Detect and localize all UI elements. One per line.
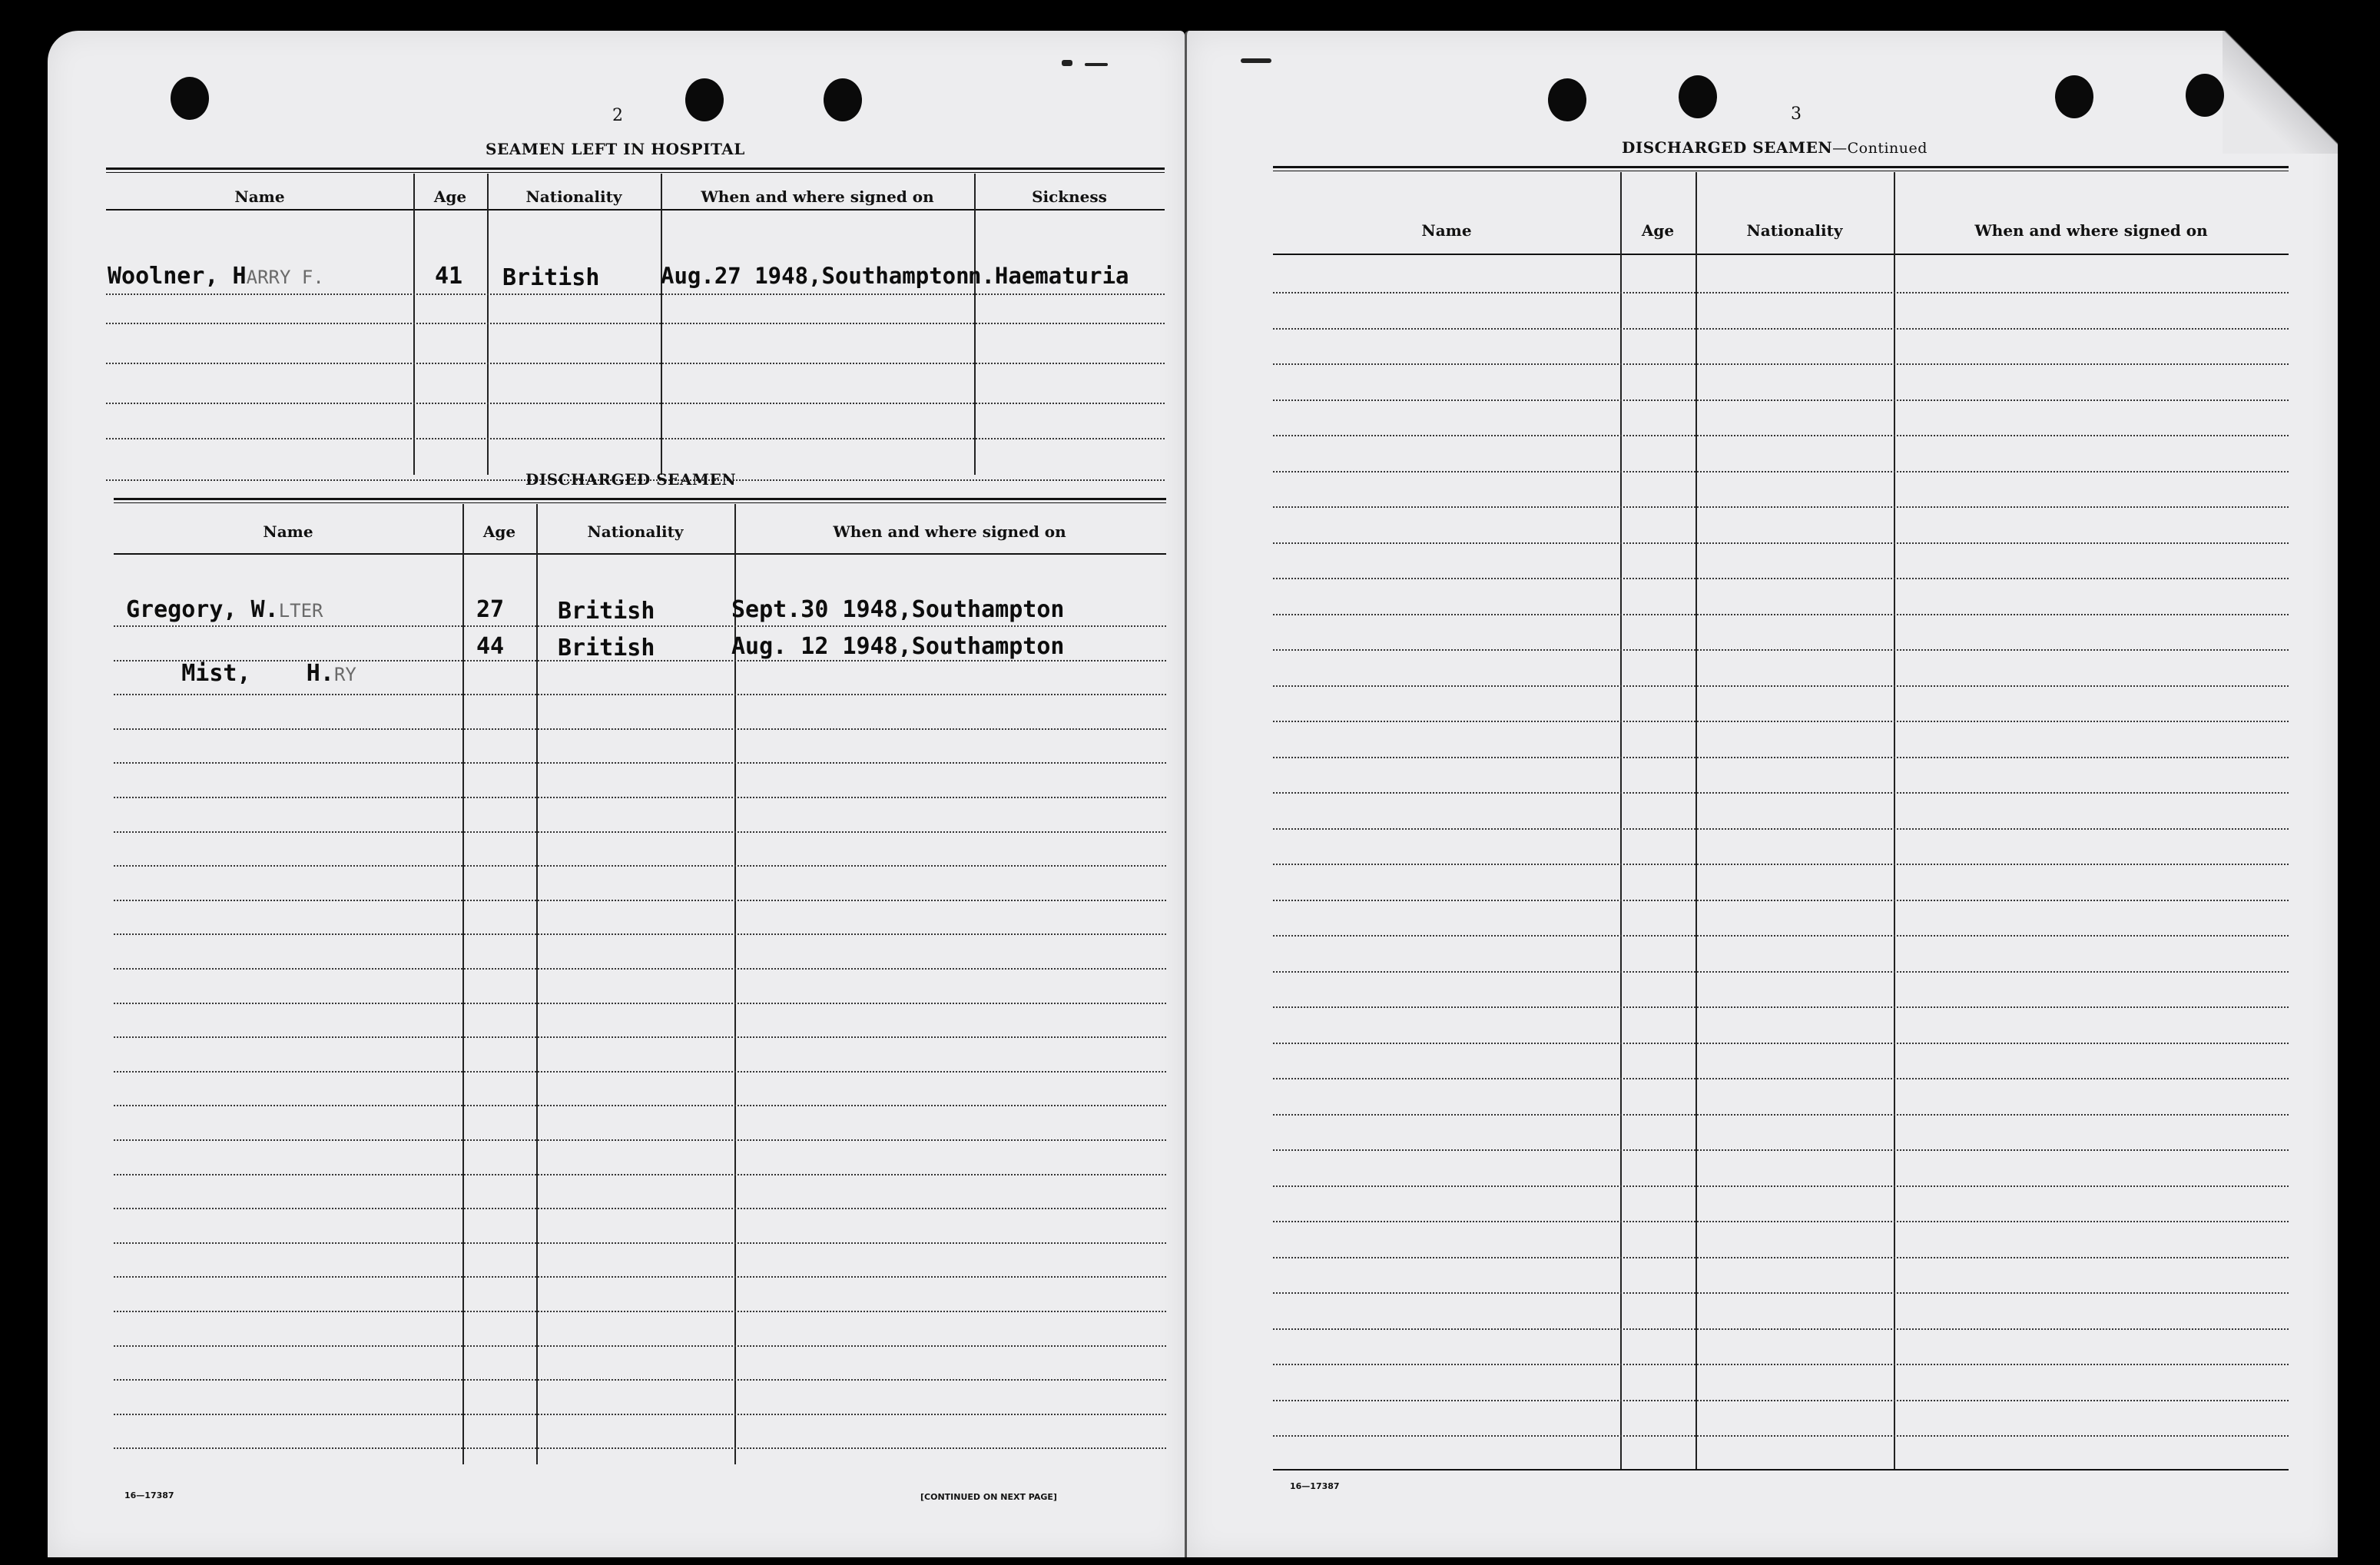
- hospital-row-signed-on: Aug.27 1948,Southampton: [661, 263, 970, 289]
- ruled-line: [114, 1036, 1166, 1038]
- right-page: [1185, 31, 2338, 1557]
- discharged-row-1-age: 27: [476, 596, 505, 623]
- column-header-nationality: Nationality: [525, 187, 622, 206]
- discharged-row-1-nationality: British: [558, 598, 655, 625]
- continued-note: [CONTINUED ON NEXT PAGE]: [920, 1492, 1057, 1502]
- ruled-line: [114, 1345, 1166, 1347]
- ruled-line: [1273, 1328, 2289, 1330]
- ruled-line: [1273, 506, 2289, 508]
- ruled-line: [1273, 435, 2289, 436]
- column-header-nationality: Nationality: [1746, 221, 1843, 240]
- ruled-line: [1273, 864, 2289, 865]
- ruled-line: [1273, 1043, 2289, 1044]
- hospital-section-title: SEAMEN LEFT IN HOSPITAL: [486, 140, 745, 158]
- punch-hole: [1679, 75, 1717, 118]
- ruled-line: [1273, 292, 2289, 293]
- ruled-line: [1273, 1435, 2289, 1437]
- punch-hole: [171, 77, 209, 120]
- column-divider: [1696, 172, 1697, 1471]
- ruled-line: [1273, 828, 2289, 830]
- ruled-line: [1273, 757, 2289, 758]
- typed-name: Mist, H.: [181, 660, 334, 687]
- column-header-age: Age: [433, 187, 467, 206]
- ruled-line: [1273, 1364, 2289, 1365]
- ruled-line: [1273, 935, 2289, 937]
- column-divider: [661, 174, 662, 475]
- ruled-line: [1273, 1292, 2289, 1294]
- ruled-line: [1273, 900, 2289, 901]
- column-header-age: Age: [1641, 221, 1675, 240]
- ruled-line: [1273, 721, 2289, 722]
- table-rule: [106, 209, 1165, 211]
- discharged-continued-title: [1622, 138, 1928, 157]
- ruled-line: [114, 1311, 1166, 1312]
- form-number: 16—17387: [1290, 1481, 1340, 1491]
- title-main: DISCHARGED SEAMEN: [1622, 138, 1833, 157]
- ruled-line: [114, 1071, 1166, 1073]
- ruled-line: [114, 728, 1166, 730]
- ruled-line: [114, 1414, 1166, 1415]
- ruled-line: [106, 293, 1165, 295]
- ink-mark: [1085, 63, 1108, 66]
- ruled-line: [114, 1139, 1166, 1141]
- ruled-line: [1273, 1257, 2289, 1258]
- column-header-signed-on: When and where signed on: [833, 522, 1066, 541]
- column-header-name: Name: [1421, 221, 1472, 240]
- discharged-section-title: DISCHARGED SEAMEN: [525, 470, 737, 489]
- table-rule: [114, 553, 1166, 555]
- ruled-line: [1273, 400, 2289, 401]
- ruled-line: [1273, 1185, 2289, 1187]
- ruled-line: [114, 1174, 1166, 1175]
- discharged-row-1-signed-on: Sept.30 1948,Southampton: [731, 596, 1065, 623]
- table-rule: [106, 167, 1165, 173]
- ruled-line: [1273, 1006, 2289, 1008]
- ruled-line: [1273, 1149, 2289, 1151]
- typed-name: Woolner, H: [108, 263, 247, 290]
- table-rule: [114, 498, 1166, 503]
- table-rule: [1273, 1469, 2289, 1471]
- left-page: [48, 31, 1185, 1557]
- ruled-line: [114, 831, 1166, 833]
- discharged-row-2-name: [126, 633, 356, 714]
- ruled-line: [114, 625, 1166, 627]
- column-divider: [1620, 172, 1622, 1471]
- ruled-line: [1273, 1400, 2289, 1401]
- column-divider: [462, 504, 464, 1464]
- typed-name: Gregory, W.: [126, 596, 279, 623]
- ruled-line: [114, 900, 1166, 901]
- name-completion: LTER: [278, 600, 323, 622]
- form-number: 16—17387: [124, 1490, 174, 1500]
- ink-mark: [1241, 58, 1271, 63]
- ruled-line: [1273, 971, 2289, 973]
- discharged-row-2-signed-on: Aug. 12 1948,Southampton: [731, 633, 1065, 660]
- ruled-line: [114, 694, 1166, 695]
- punch-hole: [2186, 74, 2224, 117]
- ruled-line: [114, 1379, 1166, 1381]
- ruled-line: [114, 797, 1166, 798]
- ruled-line: [114, 1242, 1166, 1244]
- ruled-line: [114, 1003, 1166, 1004]
- ruled-line: [106, 438, 1165, 439]
- ruled-line: [1273, 792, 2289, 794]
- ruled-line: [114, 1276, 1166, 1278]
- ruled-line: [1273, 363, 2289, 365]
- hospital-row-age: 41: [435, 263, 463, 290]
- hospital-row-name: [108, 263, 324, 290]
- hospital-row-sickness: n.Haematuria: [968, 263, 1129, 289]
- column-divider: [487, 174, 489, 475]
- ruled-line: [1273, 471, 2289, 472]
- discharged-row-2-age: 44: [476, 633, 505, 660]
- discharged-row-1-name: [126, 596, 323, 623]
- ruled-line: [1273, 1114, 2289, 1116]
- column-header-age: Age: [482, 522, 516, 541]
- discharged-row-2-nationality: British: [558, 635, 655, 661]
- column-header-signed-on: When and where signed on: [1974, 221, 2208, 240]
- ruled-line: [114, 1447, 1166, 1449]
- ruled-line: [114, 1105, 1166, 1106]
- ruled-line: [106, 323, 1165, 324]
- ruled-line: [114, 933, 1166, 935]
- punch-hole: [1548, 78, 1586, 121]
- ruled-line: [1273, 328, 2289, 330]
- table-rule: [1273, 166, 2289, 171]
- column-header-signed-on: When and where signed on: [701, 187, 934, 206]
- hospital-row-nationality: British: [502, 264, 600, 291]
- page-number: 2: [612, 106, 623, 125]
- ruled-line: [1273, 1078, 2289, 1079]
- ruled-line: [114, 1208, 1166, 1209]
- ink-mark: [1062, 60, 1072, 66]
- punch-hole: [824, 78, 862, 121]
- ruled-line: [1273, 685, 2289, 687]
- column-header-nationality: Nationality: [587, 522, 684, 541]
- name-completion: ARRY F.: [246, 267, 324, 288]
- column-header-name: Name: [234, 187, 285, 206]
- column-divider: [974, 174, 976, 475]
- ruled-line: [114, 968, 1166, 970]
- ruled-line: [1273, 649, 2289, 651]
- ruled-line: [1273, 542, 2289, 544]
- ruled-line: [106, 403, 1165, 404]
- column-header-name: Name: [263, 522, 313, 541]
- ruled-line: [1273, 578, 2289, 579]
- ruled-line: [1273, 614, 2289, 615]
- name-completion: RY: [333, 664, 356, 685]
- punch-hole: [2055, 75, 2093, 118]
- ruled-line: [106, 363, 1165, 364]
- column-header-sickness: Sickness: [1032, 187, 1107, 206]
- ruled-line: [114, 865, 1166, 867]
- ruled-line: [1273, 1221, 2289, 1222]
- title-suffix: —Continued: [1832, 140, 1928, 157]
- column-divider: [1894, 172, 1895, 1471]
- column-divider: [413, 174, 415, 475]
- ruled-line: [114, 660, 1166, 661]
- folded-corner: [2223, 31, 2338, 154]
- page-number: 3: [1791, 104, 1802, 124]
- table-rule: [1273, 254, 2289, 255]
- ruled-line: [114, 762, 1166, 764]
- column-divider: [536, 504, 538, 1464]
- punch-hole: [685, 78, 724, 121]
